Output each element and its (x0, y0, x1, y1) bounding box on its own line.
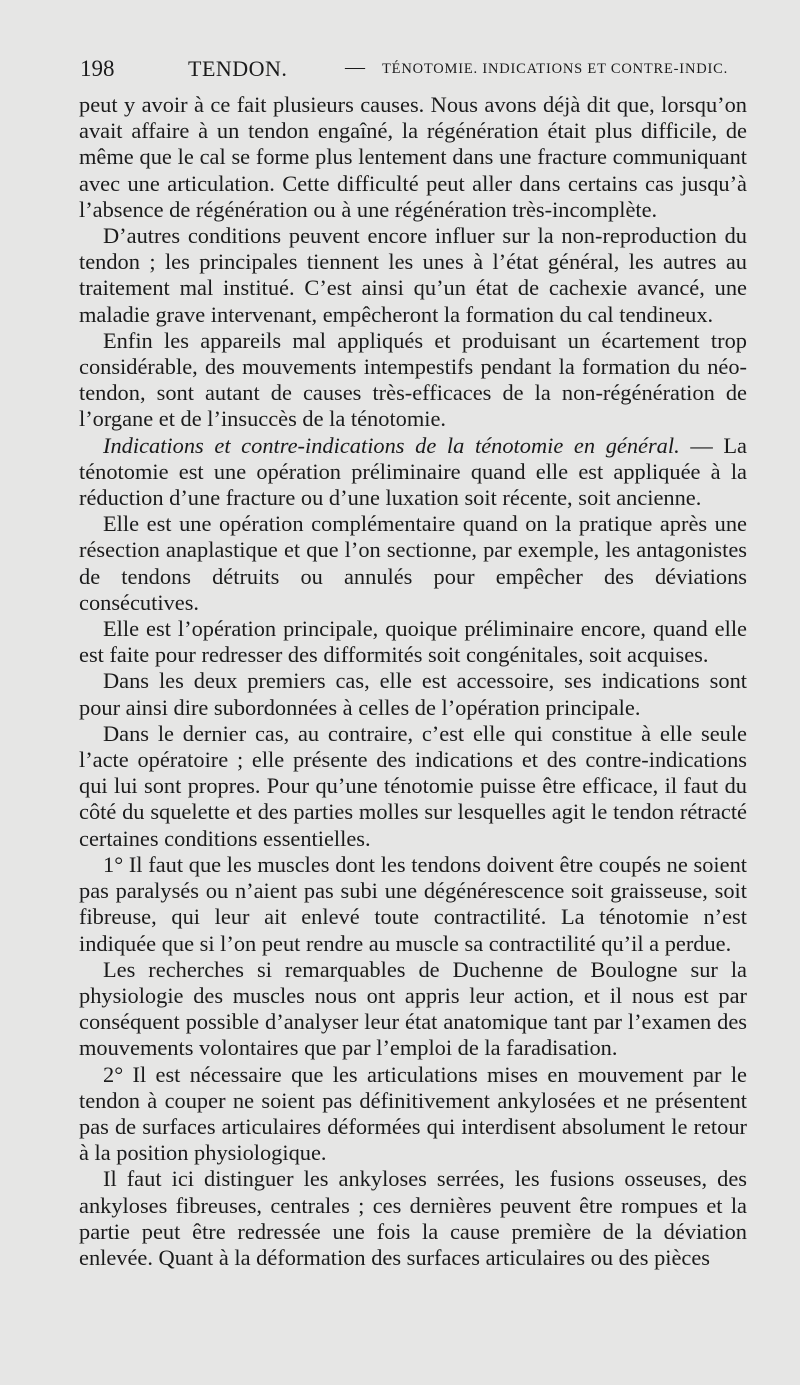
paragraph: Elle est une opération complémentaire quand on la pratique après une résection anaplastique et que l’on sectionne, par exemple, les antagonistes de tendons détruits ou annulés pour empêcher des déviations consécutives. (79, 511, 747, 615)
paragraph: 1° Il faut que les muscles dont les tendons doivent être coupés ne soient pas paralysés ou n’aient pas subi une dégénérescence soit graisseuse, soit fibreuse, qui leur ait enlevé toute contractilité. La ténotomie n’est indiquée que si l’on peut rendre au muscle sa contractilité qu’il a perdue. (79, 851, 747, 956)
running-dash: — (345, 56, 365, 78)
paragraph: 2° Il est nécessaire que les articulations mises en mouvement par le tendon à couper ne soient pas définitivement ankylosées et ne présentent pas de surfaces articulaires déformées qui interdisent absolument le retour à la position physiologique. (79, 1061, 747, 1166)
running-header (80, 56, 750, 86)
paragraph: Les recherches si remarquables de Duchenne de Boulogne sur la physiologie des muscles nous ont appris leur action, et il nous est par conséquent possible d’analyser leur état anatomique tant par l’examen des mouvements volontaires que par l’emploi de la faradisation. (79, 956, 747, 1061)
section-heading: Indications et contre-indications de la ténotomie en général. (103, 432, 680, 458)
paragraph-text: — La ténotomie est une opération préliminaire quand elle est appliquée à la réduction d’une fracture ou d’une luxation soit récente, soit ancienne. (79, 432, 747, 511)
body-text (79, 92, 747, 1271)
paragraph (79, 433, 747, 512)
running-subtitle: TÉNOTOMIE. INDICATIONS ET CONTRE-INDIC. (382, 61, 729, 77)
paragraph: peut y avoir à ce fait plusieurs causes. Nous avons déjà dit que, lorsqu’on avait affaire à un tendon engaîné, la régénération était plus difficile, de même que le cal se forme plus lentement dans une fracture communiquant avec une articulation. Cette difficulté peut aller dans certains cas jusqu’à l’absence de régénération ou à une régénération très-incomplète. (79, 92, 747, 222)
paragraph: Dans les deux premiers cas, elle est accessoire, ses indications sont pour ainsi dire subordonnées à celles de l’opération principale. (79, 668, 747, 720)
paragraph: Enfin les appareils mal appliqués et produisant un écartement trop considérable, des mouvements intempestifs pendant la formation du néo-tendon, sont autant de causes très-efficaces de la non-régénération de l’organe et de l’insuccès de la ténotomie. (79, 327, 747, 432)
paragraph: Elle est l’opération principale, quoique préliminaire encore, quand elle est faite pour redresser des difformités soit congénitales, soit acquises. (79, 616, 747, 668)
running-title: TENDON. (188, 56, 288, 81)
paragraph: Il faut ici distinguer les ankyloses serrées, les fusions osseuses, des ankyloses fibreuses, centrales ; ces dernières peuvent être rompues et la partie peut être redressée une fois la cause première de la déviation enlevée. Quant à la déformation des surfaces articulaires ou des pièces (79, 1166, 747, 1270)
paragraph: D’autres conditions peuvent encore influer sur la non-reproduction du tendon ; les principales tiennent les unes à l’état général, les autres au traitement mal institué. C’est ainsi qu’un état de cachexie avancé, une maladie grave intervenant, empêcheront la formation du cal tendineux. (79, 223, 747, 327)
paragraph: Dans le dernier cas, au contraire, c’est elle qui constitue à elle seule l’acte opératoire ; elle présente des indications et des contre-indications qui lui sont propres. Pour qu’une ténotomie puisse être efficace, il faut du côté du squelette et des parties molles sur lesquelles agit le tendon rétracté certaines conditions essentielles. (79, 720, 747, 851)
page-number: 198 (80, 56, 115, 81)
